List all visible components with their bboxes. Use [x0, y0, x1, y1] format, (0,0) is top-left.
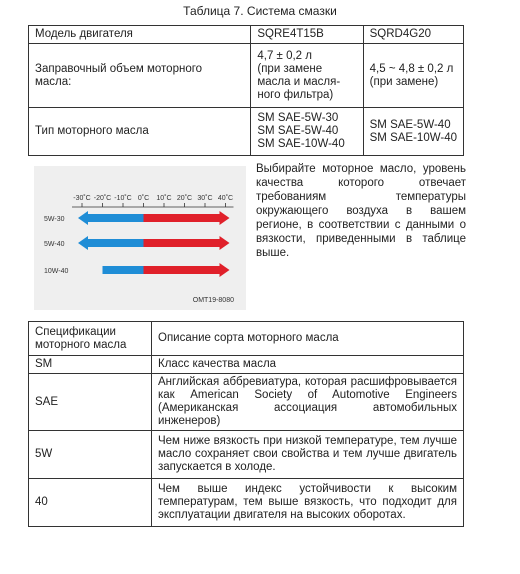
table-row: [29, 479, 464, 527]
hot-range-arrow: [144, 236, 230, 250]
viscosity-diagram: [34, 166, 246, 310]
cold-range-bar: [103, 266, 144, 274]
tick-label: -20˚C: [93, 195, 112, 202]
hot-range-arrow: [144, 263, 230, 277]
spec-cell: 5W: [29, 431, 152, 479]
tick-label: 0˚C: [137, 195, 150, 202]
description-cell: Чем ниже вязкость при низкой температуре, тем лучше масло сохраняет свои свойства и тем лучше двигатель запускается в холоде.: [152, 431, 464, 479]
header-engine-model: Модель двигателя: [29, 26, 251, 44]
header-sqre4t15b: SQRE4T15B: [251, 26, 363, 44]
table-row: [29, 431, 464, 479]
description-cell: Английская аббревиатура, которая расшифровывается как American Society of Automotive Engineers (Американская ассоциация автомобильных инженеров): [152, 374, 464, 431]
spec-cell: SM: [29, 356, 152, 374]
grade-label: 10W-40: [44, 268, 69, 275]
table-row: [29, 108, 464, 156]
spec-cell: 40: [29, 479, 152, 527]
table-row: [29, 26, 464, 44]
oil-volume-sqre4t15b: 4,7 ± 0,2 л (при замене масла и масля- ного фильтра): [251, 44, 363, 108]
header-sqrd4g20: SQRD4G20: [363, 26, 463, 44]
description-cell: Чем выше индекс устойчивости к высоким температурам, тем выше вязкость, что подходит для эксплуатации двигателя на высоких оборотах.: [152, 479, 464, 527]
oil-spec-table: [28, 321, 464, 527]
oil-volume-label: Заправочный объем моторного масла:: [29, 44, 251, 108]
figure-code: OMT19-8080: [192, 297, 234, 304]
hot-range-arrow: [144, 211, 230, 225]
grade-label: 5W-40: [44, 241, 65, 248]
cold-range-arrow: [78, 211, 144, 225]
tick-label: 30˚C: [197, 195, 213, 202]
oil-volume-sqrd4g20: 4,5 ~ 4,8 ± 0,2 л (при замене): [363, 44, 463, 108]
header-spec: Спецификации моторного масла: [29, 322, 152, 356]
tick-label: -30˚C: [73, 195, 91, 202]
spec-cell: SAE: [29, 374, 152, 431]
lubrication-table: [28, 25, 464, 156]
description-cell: Класс качества масла: [152, 356, 464, 374]
table-row: [29, 44, 464, 108]
oil-type-sqrd4g20: SM SAE-5W-40 SM SAE-10W-40: [363, 108, 463, 156]
tick-label: -10˚C: [114, 195, 132, 202]
viscosity-chart: [34, 166, 246, 310]
oil-selection-note: Выбирайте моторное масло, уровень качества которого отвечает требованиям температуры окружающего воздуха в вашем регионе, в соответствии с данными о вязкости, приведенными в таблице выше.: [256, 163, 466, 259]
oil-type-sqre4t15b: SM SAE-5W-30 SM SAE-5W-40 SM SAE-10W-40: [251, 108, 363, 156]
tick-label: 10˚C: [156, 195, 172, 202]
header-description: Описание сорта моторного масла: [152, 322, 464, 356]
table-row: [29, 356, 464, 374]
table-row: [29, 322, 464, 356]
grade-label: 5W-30: [44, 216, 65, 223]
tick-label: 20˚C: [176, 195, 193, 202]
tick-label: 40˚C: [217, 195, 234, 202]
table-caption: Таблица 7. Система смазки: [183, 4, 337, 18]
table-row: [29, 374, 464, 431]
oil-type-label: Тип моторного масла: [29, 108, 251, 156]
cold-range-arrow: [78, 236, 144, 250]
